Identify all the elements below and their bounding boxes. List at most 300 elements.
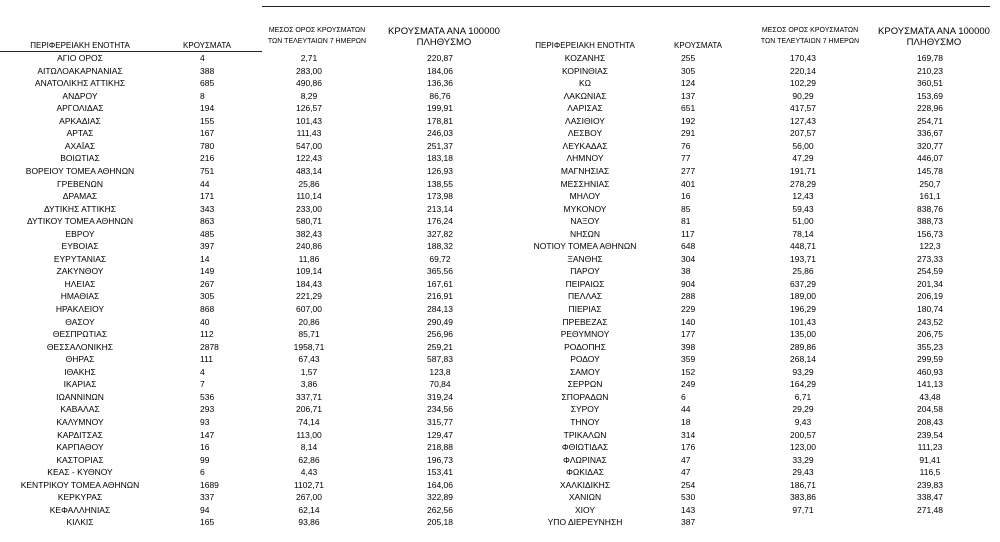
right-region-cell: ΛΕΣΒΟΥ bbox=[567, 128, 603, 139]
top-border bbox=[262, 6, 990, 7]
right-region-cell: ΜΗΛΟΥ bbox=[569, 191, 601, 202]
right-region-cell: ΦΛΩΡΙΝΑΣ bbox=[563, 454, 607, 465]
left-cases-cell: 171 bbox=[200, 191, 215, 202]
left-region-cell: ΙΩΑΝΝΙΝΩΝ bbox=[56, 391, 104, 402]
table-row bbox=[0, 278, 1000, 291]
left-avg-cell: 1,57 bbox=[300, 366, 318, 377]
right-avg-cell: 170,43 bbox=[790, 53, 816, 63]
left-avg-cell: 490,86 bbox=[296, 78, 322, 89]
table-row bbox=[0, 90, 1000, 103]
left-avg-cell: 240,86 bbox=[296, 241, 322, 252]
table-row bbox=[0, 178, 1000, 191]
right-cases-cell: 117 bbox=[681, 228, 695, 239]
left-cases-cell: 7 bbox=[200, 379, 205, 390]
right-rate-cell: 243,52 bbox=[917, 316, 943, 327]
right-cases-cell: 305 bbox=[681, 65, 696, 76]
header-region-right: ΠΕΡΙΦΕΡΕΙΑΚΗ ΕΝΟΤΗΤΑ bbox=[535, 41, 635, 50]
left-avg-cell: 126,57 bbox=[296, 103, 322, 114]
right-rate-cell: 273,33 bbox=[917, 253, 943, 264]
left-cases-cell: 147 bbox=[200, 429, 215, 440]
left-region-cell: ΑΡΓΟΛΙΔΑΣ bbox=[56, 103, 104, 114]
table-row bbox=[0, 328, 1000, 341]
left-cases-cell: 868 bbox=[200, 304, 215, 314]
left-region-cell: ΚΑΡΠΑΘΟΥ bbox=[56, 442, 104, 453]
left-avg-cell: 337,71 bbox=[296, 391, 322, 402]
right-cases-cell: 359 bbox=[681, 354, 696, 365]
left-avg-cell: 3,86 bbox=[300, 379, 318, 390]
table-row bbox=[0, 140, 1000, 153]
right-rate-cell: 206,75 bbox=[917, 329, 943, 340]
table-row bbox=[0, 466, 1000, 479]
right-cases-cell: 648 bbox=[681, 241, 696, 252]
left-rate-cell: 136,36 bbox=[427, 78, 453, 89]
right-avg-cell: 220,14 bbox=[790, 65, 816, 76]
left-avg-cell: 8,29 bbox=[300, 90, 318, 101]
right-rate-cell: 206,19 bbox=[917, 291, 943, 302]
right-cases-cell: 76 bbox=[681, 140, 691, 151]
right-rate-cell: 122,3 bbox=[919, 241, 941, 252]
left-avg-cell: 221,29 bbox=[296, 291, 322, 302]
right-cases-cell: 18 bbox=[681, 416, 691, 427]
right-rate-cell: 145,78 bbox=[917, 165, 943, 176]
right-avg-cell: 47,29 bbox=[792, 153, 814, 164]
left-cases-cell: 8 bbox=[200, 90, 205, 101]
right-region-cell: ΣΠΟΡΑΔΩΝ bbox=[561, 391, 609, 402]
left-cases-cell: 780 bbox=[200, 140, 215, 151]
right-rate-cell: 239,54 bbox=[917, 429, 943, 440]
left-region-cell: ΗΜΑΘΙΑΣ bbox=[60, 291, 100, 302]
left-region-cell: ΘΑΣΟΥ bbox=[65, 316, 95, 327]
left-cases-cell: 112 bbox=[200, 329, 214, 340]
left-cases-cell: 267 bbox=[200, 278, 215, 289]
right-region-cell: ΚΟΖΑΝΗΣ bbox=[564, 53, 606, 63]
right-avg-cell: 196,29 bbox=[790, 304, 816, 314]
left-avg-cell: 122,43 bbox=[296, 153, 322, 164]
table-row bbox=[0, 127, 1000, 140]
table-row bbox=[0, 52, 1000, 65]
table-row bbox=[0, 353, 1000, 366]
right-rate-cell: 208,43 bbox=[917, 416, 943, 427]
left-avg-cell: 233,00 bbox=[296, 203, 322, 214]
left-region-cell: ΚΑΒΑΛΑΣ bbox=[60, 404, 100, 415]
table-row bbox=[0, 341, 1000, 354]
left-rate-cell: 188,32 bbox=[427, 241, 453, 252]
left-cases-cell: 1689 bbox=[200, 479, 219, 490]
left-rate-cell: 199,91 bbox=[427, 103, 453, 114]
table-row bbox=[0, 152, 1000, 165]
left-rate-cell: 184,06 bbox=[427, 65, 453, 76]
left-avg-cell: 1102,71 bbox=[293, 479, 325, 490]
table-row bbox=[0, 316, 1000, 329]
right-region-cell: ΥΠΟ ΔΙΕΡΕΥΝΗΣΗ bbox=[547, 517, 623, 528]
left-region-cell: ΚΙΛΚΙΣ bbox=[66, 517, 94, 528]
right-region-cell: ΧΙΟΥ bbox=[574, 504, 596, 515]
right-region-cell: ΠΙΕΡΙΑΣ bbox=[568, 304, 602, 314]
left-rate-cell: 129,47 bbox=[427, 429, 453, 440]
right-rate-cell: 180,74 bbox=[917, 304, 943, 314]
right-region-cell: ΠΡΕΒΕΖΑΣ bbox=[562, 316, 608, 327]
right-rate-cell: 161,1 bbox=[919, 191, 941, 202]
right-avg-cell: 200,57 bbox=[790, 429, 816, 440]
right-avg-cell: 417,57 bbox=[790, 103, 816, 114]
right-region-cell: ΝΑΞΟΥ bbox=[570, 216, 600, 227]
right-avg-cell bbox=[763, 516, 843, 529]
right-rate-cell: 355,23 bbox=[917, 341, 943, 352]
left-avg-cell: 1958,71 bbox=[293, 341, 325, 352]
left-rate-cell: 183,18 bbox=[427, 153, 453, 164]
right-rate-cell: 210,23 bbox=[917, 65, 943, 76]
left-region-cell: ΚΕΦΑΛΛΗΝΙΑΣ bbox=[49, 504, 111, 515]
left-avg-cell: 283,00 bbox=[296, 65, 322, 76]
right-avg-cell: 90,29 bbox=[792, 90, 814, 101]
table-row bbox=[0, 303, 1000, 316]
right-region-cell: ΛΑΡΙΣΑΣ bbox=[567, 103, 603, 114]
left-region-cell: ΚΑΛΥΜΝΟΥ bbox=[56, 416, 104, 427]
right-cases-cell: 47 bbox=[681, 467, 691, 478]
left-region-cell: ΑΧΑΪΑΣ bbox=[64, 140, 96, 151]
right-rate-cell: 446,07 bbox=[917, 153, 943, 164]
left-cases-cell: 194 bbox=[200, 103, 215, 114]
left-avg-cell: 382,43 bbox=[296, 228, 322, 239]
left-region-cell: ΔΥΤΙΚΗΣ ΑΤΤΙΚΗΣ bbox=[43, 203, 117, 214]
left-region-cell: ΚΕΡΚΥΡΑΣ bbox=[57, 492, 103, 503]
left-cases-cell: 94 bbox=[200, 504, 210, 515]
left-cases-cell: 388 bbox=[200, 65, 215, 76]
right-region-cell: ΣΑΜΟΥ bbox=[569, 366, 600, 377]
right-rate-cell: 320,77 bbox=[917, 140, 943, 151]
right-avg-cell: 25,86 bbox=[792, 266, 814, 277]
left-cases-cell: 4 bbox=[200, 366, 205, 377]
left-cases-cell: 40 bbox=[200, 316, 210, 327]
table-row bbox=[0, 190, 1000, 203]
right-avg-cell: 268,14 bbox=[790, 354, 816, 365]
left-cases-cell: 485 bbox=[200, 228, 215, 239]
right-avg-cell: 102,29 bbox=[790, 78, 816, 89]
left-rate-cell: 587,83 bbox=[427, 354, 453, 365]
right-rate-cell: 153,69 bbox=[917, 90, 943, 101]
right-cases-cell: 254 bbox=[681, 479, 696, 490]
left-cases-cell: 337 bbox=[200, 492, 215, 503]
right-cases-cell: 291 bbox=[681, 128, 696, 139]
right-rate-cell: 838,76 bbox=[917, 203, 943, 214]
right-region-cell: ΛΑΣΙΘΙΟΥ bbox=[565, 115, 605, 126]
right-cases-cell: 85 bbox=[681, 203, 691, 214]
right-cases-cell: 47 bbox=[681, 454, 691, 465]
left-avg-cell: 4,43 bbox=[300, 467, 318, 478]
right-region-cell: ΤΗΝΟΥ bbox=[570, 416, 600, 427]
right-region-cell: ΡΟΔΟΥ bbox=[570, 354, 600, 365]
right-cases-cell: 177 bbox=[681, 329, 696, 340]
header-region-left: ΠΕΡΙΦΕΡΕΙΑΚΗ ΕΝΟΤΗΤΑ bbox=[30, 41, 130, 50]
right-region-cell: ΣΥΡΟΥ bbox=[570, 404, 600, 415]
left-rate-cell: 218,88 bbox=[427, 442, 453, 453]
left-cases-cell: 751 bbox=[200, 165, 215, 176]
left-cases-cell: 343 bbox=[200, 203, 215, 214]
right-cases-cell: 651 bbox=[681, 103, 696, 114]
table-row bbox=[0, 479, 1000, 492]
header-rate-left-1: ΚΡΟΥΣΜΑΤΑ ΑΝΑ 100000 bbox=[388, 26, 500, 37]
left-rate-cell: 216,91 bbox=[427, 291, 453, 302]
left-avg-cell: 267,00 bbox=[296, 492, 322, 503]
right-rate-cell: 336,67 bbox=[917, 128, 943, 139]
right-cases-cell: 229 bbox=[681, 304, 696, 314]
right-cases-cell: 277 bbox=[681, 165, 696, 176]
left-cases-cell: 99 bbox=[200, 454, 210, 465]
table-row bbox=[0, 228, 1000, 241]
left-region-cell: ΑΝΑΤΟΛΙΚΗΣ ΑΤΤΙΚΗΣ bbox=[34, 78, 126, 89]
left-rate-cell: 176,24 bbox=[427, 216, 453, 227]
left-rate-cell: 126,93 bbox=[427, 165, 453, 176]
right-cases-cell: 401 bbox=[681, 178, 696, 189]
right-avg-cell: 135,00 bbox=[790, 329, 816, 340]
right-region-cell: ΠΑΡΟΥ bbox=[570, 266, 600, 277]
right-cases-cell: 152 bbox=[681, 366, 696, 377]
header-rate-right-1: ΚΡΟΥΣΜΑΤΑ ΑΝΑ 100000 bbox=[878, 26, 990, 37]
right-avg-cell: 97,71 bbox=[792, 504, 814, 515]
right-rate-cell: 141,13 bbox=[917, 379, 943, 390]
right-avg-cell: 193,71 bbox=[790, 253, 816, 264]
header-avg-right-2: ΤΩΝ ΤΕΛΕΥΤΑΙΩΝ 7 ΗΜΕΡΩΝ bbox=[760, 38, 860, 45]
table-row bbox=[0, 115, 1000, 128]
left-region-cell: ΗΛΕΙΑΣ bbox=[64, 278, 96, 289]
right-avg-cell: 51,00 bbox=[792, 216, 814, 227]
left-region-cell: ΕΥΡΥΤΑΝΙΑΣ bbox=[53, 253, 107, 264]
table-row bbox=[0, 366, 1000, 379]
right-cases-cell: 530 bbox=[681, 492, 696, 503]
left-cases-cell: 216 bbox=[200, 153, 215, 164]
right-avg-cell: 59,43 bbox=[792, 203, 814, 214]
right-rate-cell: 254,71 bbox=[917, 115, 943, 126]
left-cases-cell: 2878 bbox=[200, 341, 219, 352]
left-rate-cell: 220,87 bbox=[427, 53, 453, 63]
left-region-cell: ΑΙΤΩΛΟΑΚΑΡΝΑΝΙΑΣ bbox=[37, 65, 123, 76]
left-rate-cell: 256,96 bbox=[427, 329, 453, 340]
left-rate-cell: 246,03 bbox=[427, 128, 453, 139]
left-cases-cell: 685 bbox=[200, 78, 215, 89]
right-avg-cell: 289,86 bbox=[790, 341, 816, 352]
left-rate-cell: 259,21 bbox=[427, 341, 453, 352]
left-rate-cell: 251,37 bbox=[427, 140, 453, 151]
left-avg-cell: 93,86 bbox=[298, 517, 320, 528]
left-avg-cell: 109,14 bbox=[296, 266, 322, 277]
left-region-cell: ΕΥΒΟΙΑΣ bbox=[61, 241, 99, 252]
right-avg-cell: 56,00 bbox=[792, 140, 814, 151]
right-avg-cell: 383,86 bbox=[790, 492, 816, 503]
left-region-cell: ΒΟΡΕΙΟΥ ΤΟΜΕΑ ΑΘΗΝΩΝ bbox=[25, 165, 135, 176]
right-region-cell: ΜΕΣΣΗΝΙΑΣ bbox=[560, 178, 610, 189]
left-cases-cell: 93 bbox=[200, 416, 210, 427]
right-rate-cell: 204,58 bbox=[917, 404, 943, 415]
left-cases-cell: 536 bbox=[200, 391, 215, 402]
header-cases-right: ΚΡΟΥΣΜΑΤΑ bbox=[674, 41, 722, 50]
left-rate-cell: 284,13 bbox=[427, 304, 453, 314]
table-row bbox=[0, 77, 1000, 90]
right-avg-cell: 186,71 bbox=[790, 479, 816, 490]
left-rate-cell: 178,81 bbox=[427, 115, 453, 126]
left-avg-cell: 62,86 bbox=[298, 454, 320, 465]
right-avg-cell: 637,29 bbox=[790, 278, 816, 289]
left-region-cell: ΔΥΤΙΚΟΥ ΤΟΜΕΑ ΑΘΗΝΩΝ bbox=[26, 216, 134, 227]
left-avg-cell: 113,00 bbox=[296, 429, 322, 440]
left-cases-cell: 4 bbox=[200, 53, 205, 63]
right-region-cell: ΦΘΙΩΤΙΔΑΣ bbox=[561, 442, 609, 453]
right-rate-cell: 91,41 bbox=[919, 454, 941, 465]
right-avg-cell: 164,29 bbox=[790, 379, 816, 390]
left-rate-cell: 365,56 bbox=[427, 266, 453, 277]
right-rate-cell: 239,83 bbox=[917, 479, 943, 490]
left-cases-cell: 16 bbox=[200, 442, 210, 453]
right-avg-cell: 33,29 bbox=[792, 454, 814, 465]
left-rate-cell: 319,24 bbox=[427, 391, 453, 402]
left-avg-cell: 110,14 bbox=[296, 191, 322, 202]
left-avg-cell: 67,43 bbox=[298, 354, 320, 365]
left-cases-cell: 149 bbox=[200, 266, 215, 277]
right-avg-cell: 191,71 bbox=[790, 165, 816, 176]
left-cases-cell: 14 bbox=[200, 253, 210, 264]
left-cases-cell: 863 bbox=[200, 216, 215, 227]
table-row bbox=[0, 253, 1000, 266]
right-rate-cell: 169,78 bbox=[917, 53, 943, 63]
table-row bbox=[0, 65, 1000, 78]
right-avg-cell: 29,43 bbox=[792, 467, 814, 478]
left-region-cell: ΚΑΡΔΙΤΣΑΣ bbox=[57, 429, 103, 440]
header-rate-right-2: ΠΛΗΘΥΣΜΟ bbox=[906, 37, 962, 48]
left-region-cell: ΘΕΣΣΑΛΟΝΙΚΗΣ bbox=[46, 341, 114, 352]
left-rate-cell: 196,73 bbox=[427, 454, 453, 465]
right-region-cell: ΝΟΤΙΟΥ ΤΟΜΕΑ ΑΘΗΝΩΝ bbox=[533, 241, 637, 252]
left-region-cell: ΘΗΡΑΣ bbox=[65, 354, 95, 365]
right-region-cell: ΧΑΝΙΩΝ bbox=[568, 492, 602, 503]
table-row bbox=[0, 504, 1000, 517]
right-cases-cell: 249 bbox=[681, 379, 696, 390]
left-cases-cell: 167 bbox=[200, 128, 215, 139]
right-region-cell: ΠΕΛΛΑΣ bbox=[567, 291, 603, 302]
left-rate-cell: 315,77 bbox=[427, 416, 453, 427]
left-rate-cell: 173,98 bbox=[427, 191, 453, 202]
right-avg-cell: 127,43 bbox=[790, 115, 816, 126]
left-avg-cell: 25,86 bbox=[298, 178, 320, 189]
left-rate-cell: 213,14 bbox=[427, 203, 453, 214]
right-avg-cell: 123,00 bbox=[790, 442, 816, 453]
left-rate-cell: 327,82 bbox=[427, 228, 453, 239]
left-region-cell: ΑΡΤΑΣ bbox=[66, 128, 94, 139]
left-rate-cell: 123,8 bbox=[429, 366, 451, 377]
right-region-cell: ΜΥΚΟΝΟΥ bbox=[563, 203, 607, 214]
left-region-cell: ΕΒΡΟΥ bbox=[65, 228, 95, 239]
left-rate-cell: 205,18 bbox=[427, 517, 453, 528]
left-rate-cell: 70,84 bbox=[429, 379, 451, 390]
right-avg-cell: 78,14 bbox=[792, 228, 814, 239]
right-region-cell: ΝΗΣΩΝ bbox=[569, 228, 601, 239]
right-region-cell: ΦΩΚΙΔΑΣ bbox=[566, 467, 604, 478]
right-rate-cell: 156,73 bbox=[917, 228, 943, 239]
table-row bbox=[0, 240, 1000, 253]
right-cases-cell: 124 bbox=[681, 78, 696, 89]
left-rate-cell: 234,56 bbox=[427, 404, 453, 415]
left-region-cell: ΔΡΑΜΑΣ bbox=[62, 191, 98, 202]
right-avg-cell: 12,43 bbox=[792, 191, 814, 202]
right-region-cell: ΛΗΜΝΟΥ bbox=[566, 153, 604, 164]
left-region-cell: ΖΑΚΥΝΘΟΥ bbox=[56, 266, 104, 277]
right-cases-cell: 314 bbox=[681, 429, 696, 440]
left-rate-cell: 153,41 bbox=[427, 467, 453, 478]
left-region-cell: ΘΕΣΠΡΩΤΙΑΣ bbox=[52, 329, 108, 340]
right-rate-cell: 228,96 bbox=[917, 103, 943, 114]
left-avg-cell: 20,86 bbox=[298, 316, 320, 327]
left-avg-cell: 2,71 bbox=[300, 53, 318, 63]
left-avg-cell: 101,43 bbox=[296, 115, 322, 126]
table-row bbox=[0, 403, 1000, 416]
right-region-cell: ΞΑΝΘΗΣ bbox=[567, 253, 603, 264]
right-cases-cell: 81 bbox=[681, 216, 691, 227]
left-region-cell: ΓΡΕΒΕΝΩΝ bbox=[57, 178, 103, 189]
left-avg-cell: 8,14 bbox=[300, 442, 318, 453]
right-cases-cell: 77 bbox=[681, 153, 691, 164]
left-cases-cell: 397 bbox=[200, 241, 215, 252]
right-avg-cell: 29,29 bbox=[792, 404, 814, 415]
right-region-cell: ΠΕΙΡΑΙΩΣ bbox=[565, 278, 605, 289]
right-region-cell: ΛΑΚΩΝΙΑΣ bbox=[563, 90, 607, 101]
right-cases-cell: 176 bbox=[681, 442, 696, 453]
table-row bbox=[0, 378, 1000, 391]
right-rate-cell: 250,7 bbox=[919, 178, 941, 189]
right-avg-cell: 101,43 bbox=[790, 316, 816, 327]
right-rate-cell: 460,93 bbox=[917, 366, 943, 377]
right-cases-cell: 387 bbox=[681, 517, 696, 528]
left-region-cell: ΑΡΚΑΔΙΑΣ bbox=[59, 115, 101, 126]
right-avg-cell: 93,29 bbox=[792, 366, 814, 377]
header-avg-right-1: ΜΕΣΟΣ ΟΡΟΣ ΚΡΟΥΣΜΑΤΩΝ bbox=[761, 27, 859, 34]
left-avg-cell: 62,14 bbox=[298, 504, 320, 515]
right-region-cell: ΚΩ bbox=[578, 78, 592, 89]
right-region-cell: ΚΟΡΙΝΘΙΑΣ bbox=[561, 65, 609, 76]
right-rate-cell: 111,23 bbox=[917, 442, 943, 453]
table-row bbox=[0, 416, 1000, 429]
left-avg-cell: 184,43 bbox=[296, 278, 322, 289]
right-avg-cell: 9,43 bbox=[794, 416, 812, 427]
left-avg-cell: 547,00 bbox=[296, 140, 322, 151]
right-region-cell: ΡΕΘΥΜΝΟΥ bbox=[560, 329, 610, 340]
right-cases-cell: 6 bbox=[681, 391, 686, 402]
left-region-cell: ΑΝΔΡΟΥ bbox=[62, 90, 98, 101]
right-rate-cell: 43,48 bbox=[919, 391, 941, 402]
left-region-cell: ΚΑΣΤΟΡΙΑΣ bbox=[56, 454, 104, 465]
right-cases-cell: 398 bbox=[681, 341, 696, 352]
right-avg-cell: 207,57 bbox=[790, 128, 816, 139]
left-region-cell: ΙΚΑΡΙΑΣ bbox=[63, 379, 97, 390]
right-cases-cell: 137 bbox=[681, 90, 696, 101]
left-rate-cell: 322,89 bbox=[427, 492, 453, 503]
right-region-cell: ΣΕΡΡΩΝ bbox=[567, 379, 603, 390]
table-row bbox=[0, 454, 1000, 467]
left-region-cell: ΚΕΝΤΡΙΚΟΥ ΤΟΜΕΑ ΑΘΗΝΩΝ bbox=[20, 479, 140, 490]
table-row bbox=[0, 165, 1000, 178]
left-cases-cell: 155 bbox=[200, 115, 215, 126]
right-avg-cell: 6,71 bbox=[794, 391, 812, 402]
right-rate-cell: 254,59 bbox=[917, 266, 943, 277]
right-rate-cell: 299,59 bbox=[917, 354, 943, 365]
left-region-cell: ΑΓΙΟ ΟΡΟΣ bbox=[57, 53, 103, 63]
left-rate-cell: 167,61 bbox=[427, 278, 453, 289]
left-region-cell: ΙΘΑΚΗΣ bbox=[64, 366, 96, 377]
right-cases-cell: 904 bbox=[681, 278, 696, 289]
right-cases-cell: 44 bbox=[681, 404, 691, 415]
left-rate-cell: 164,06 bbox=[427, 479, 453, 490]
right-cases-cell: 143 bbox=[681, 504, 696, 515]
right-rate-cell: 360,51 bbox=[917, 78, 943, 89]
right-avg-cell: 448,71 bbox=[790, 241, 816, 252]
table-row bbox=[0, 203, 1000, 216]
